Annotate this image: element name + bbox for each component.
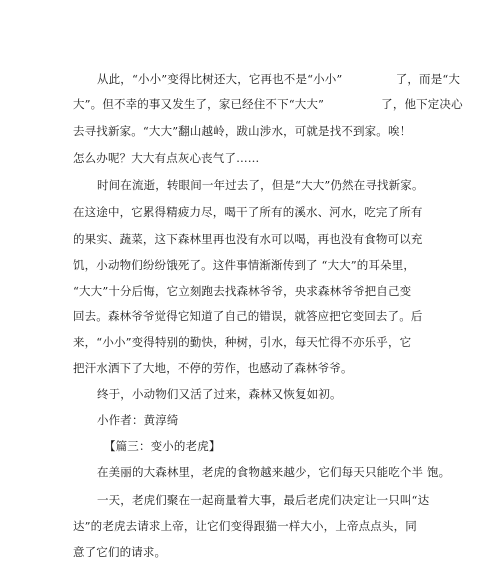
text-line: 达”的老虎去请求上帝，让它们变得跟猫一样大小，上帝点点头，同 xyxy=(73,519,417,533)
text-line: 去寻找新家。“大大”翻山越岭，跋山涉水，可就是找不到家。唉！ xyxy=(73,124,412,138)
text-line: 饥，小动物们纷纷饿死了。这件事情渐渐传到了 “大大”的耳朵里， xyxy=(73,258,416,272)
text-line: 大”。但不幸的事又发生了，家已经住不下“大大” 了，他下定决心 xyxy=(73,97,463,111)
text-line: 时间在流逝，转眼间一年过去了，但是“大大”仍然在寻找新家。 xyxy=(97,178,424,192)
text-line: 的果实、蔬菜，这下森林里再也没有水可以喝，再也没有食物可以充 xyxy=(73,232,423,246)
text-line: 来，“小小”变得特别的勤快，种树，引水，每天忙得不亦乐乎，它 xyxy=(73,335,412,349)
text-line: 怎么办呢？大大有点灰心丧气了…… xyxy=(73,151,260,165)
text-line: 从此，“小小”变得比树还大，它再也不是“小小” 了，而是“大 xyxy=(97,72,461,86)
text-line: 把汗水洒下了大地，不停的劳作，也感动了森林爷爷。 xyxy=(73,361,353,375)
text-line: 终于，小动物们又活了过来，森林又恢复如初。 xyxy=(97,387,342,401)
text-line: 回去。森林爷爷觉得它知道了自己的错误，就答应把它变回去了。后 xyxy=(73,309,423,323)
text-line: “大大”十分后悔，它立刻跑去找森林爷爷，央求森林爷爷把自己变 xyxy=(73,284,412,298)
text-line: 一天，老虎们聚在一起商量着大事，最后老虎们决定让一只叫“达 xyxy=(97,493,430,507)
section-heading: 【篇三：变小的老虎】 xyxy=(104,439,221,453)
text-line: 意了它们的请求。 xyxy=(73,545,167,559)
author-line: 小作者：黄淳绮 xyxy=(97,413,179,427)
text-line: 在这途中，它累得精疲力尽，喝干了所有的溪水、河水，吃完了所有 xyxy=(73,205,423,219)
text-line: 在美丽的大森林里，老虎的食物越来越少，它们每天只能吃个半 饱。 xyxy=(97,465,451,479)
